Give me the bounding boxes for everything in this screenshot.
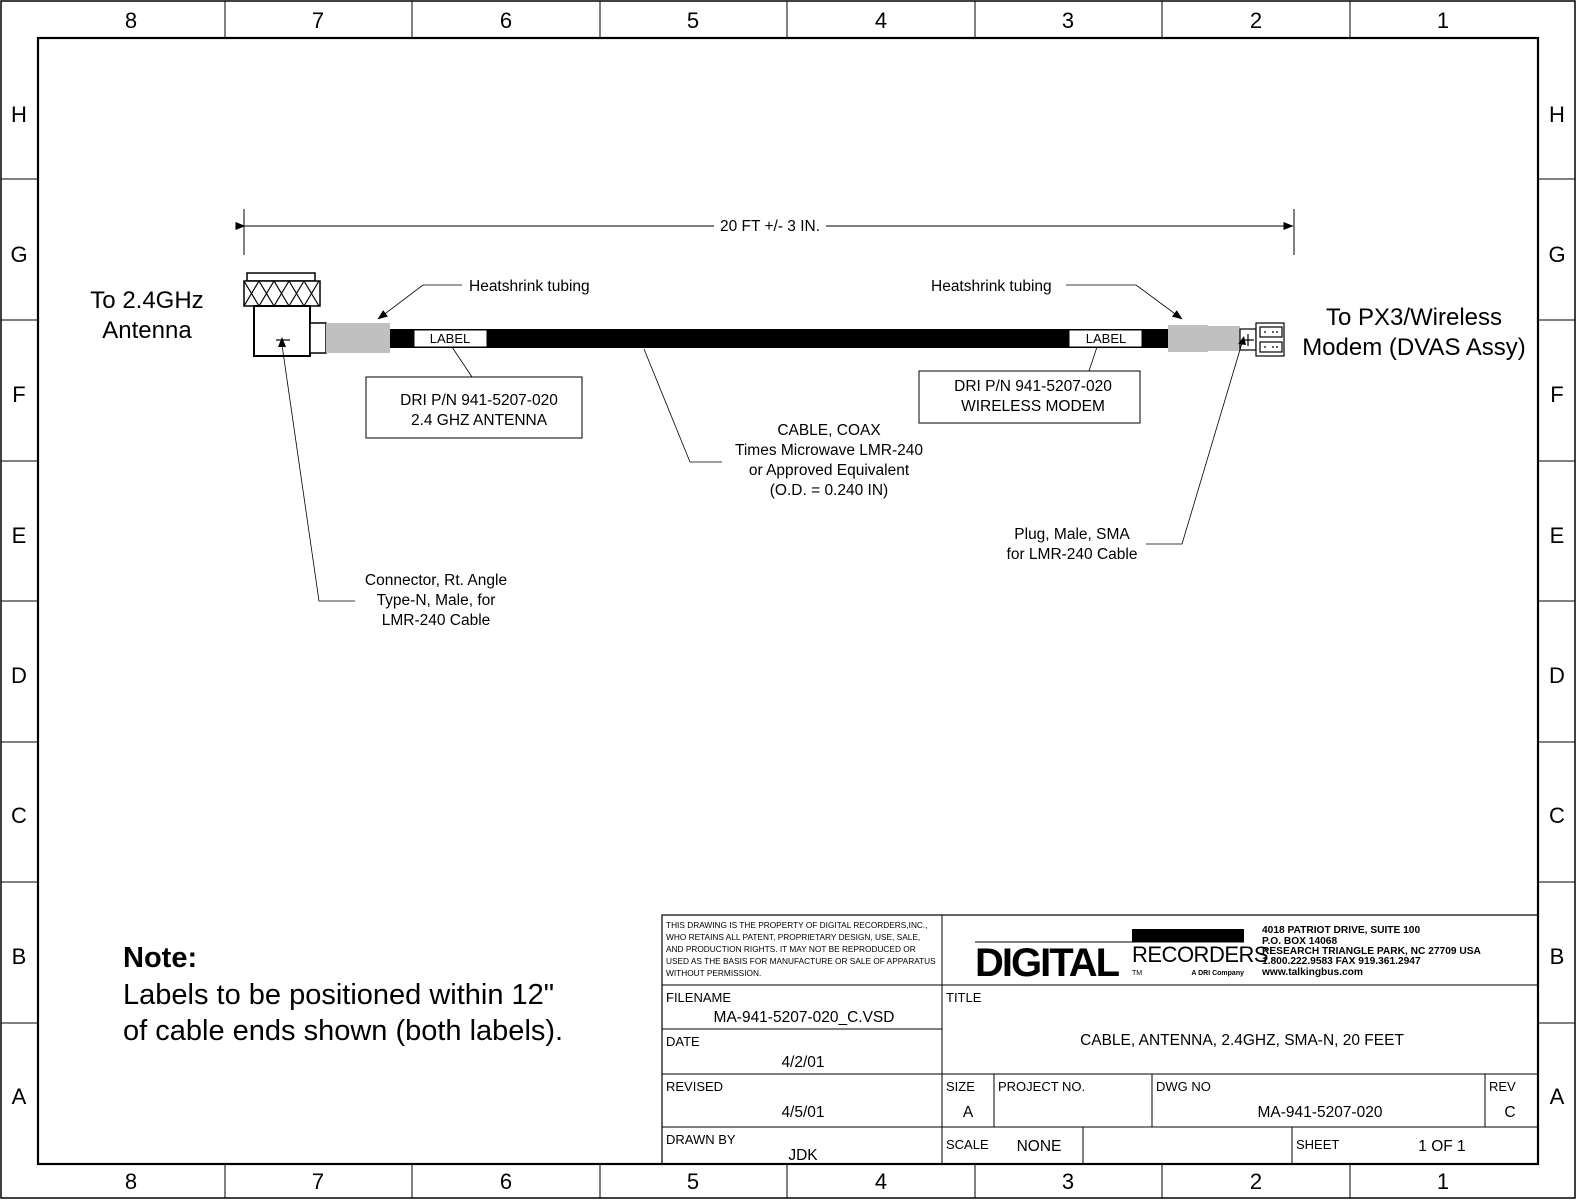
zone-col-label: 5 — [686, 8, 700, 33]
drawn-value: JDK — [788, 1147, 818, 1164]
zone-row-label: B — [11, 944, 27, 969]
sheet-label: SHEET — [1296, 1137, 1340, 1152]
cable-callout — [735, 422, 923, 499]
type-n-connector-icon — [244, 273, 326, 356]
dri-right-line2: WIRELESS MODEM — [961, 398, 1105, 415]
note — [123, 942, 563, 1047]
zone-row-label: G — [10, 242, 28, 267]
cable-callout-line3: or Approved Equivalent — [748, 462, 910, 479]
disclaimer-line: WHO RETAINS ALL PATENT, PROPRIETARY DESIGN, USE, SALE, — [666, 932, 921, 942]
title-value: CABLE, ANTENNA, 2.4GHZ, SMA-N, 20 FEET — [1080, 1032, 1404, 1049]
size-value: A — [962, 1104, 974, 1121]
zone-col-label: 8 — [124, 8, 138, 33]
size-label: SIZE — [946, 1079, 975, 1094]
note-line2: of cable ends shown (both labels). — [123, 1015, 564, 1047]
zone-row-label: H — [1549, 102, 1565, 127]
company-address — [1261, 925, 1482, 978]
cable-jacket — [390, 329, 1168, 348]
sheet-value: 1 OF 1 — [1418, 1138, 1466, 1155]
zone-row-label: E — [1549, 523, 1565, 548]
dwg-label: DWG NO — [1156, 1079, 1211, 1094]
zone-row-labels-left — [10, 102, 27, 1109]
sma-plug-icon — [1240, 323, 1284, 356]
cable-callout-line1: CABLE, COAX — [777, 422, 881, 439]
zone-col-label: 4 — [874, 1169, 888, 1194]
heatshrink-left-callout: Heatshrink tubing — [469, 278, 590, 295]
zone-col-label: 2 — [1249, 8, 1263, 33]
address-line: 4018 PATRIOT DRIVE, SUITE 100 — [1262, 925, 1421, 936]
cable-callout-line2: Times Microwave LMR-240 — [734, 442, 924, 459]
note-line1: Labels to be positioned within 12" — [123, 979, 555, 1011]
logo-tm: TM — [1132, 970, 1143, 977]
scale-value: NONE — [1016, 1138, 1062, 1155]
date-label: DATE — [666, 1034, 700, 1049]
zone-row-label: F — [1550, 382, 1564, 407]
address-line: RESEARCH TRIANGLE PARK, NC 27709 USA — [1262, 946, 1481, 957]
connector-callout-line3: LMR-240 Cable — [381, 612, 491, 629]
cable-label-right: LABEL — [1085, 331, 1127, 346]
left-end-label-line2: Antenna — [102, 317, 192, 344]
zone-row-label: A — [1549, 1084, 1565, 1109]
zone-col-label: 5 — [686, 1169, 700, 1194]
disclaimer-line: USED AS THE BASIS FOR MANUFACTURE OR SALE OF APPARATUS — [666, 956, 936, 966]
dri-left-line2: 2.4 GHZ ANTENNA — [410, 412, 548, 429]
logo-subtitle: A DRI Company — [1191, 970, 1244, 977]
cable-label-left: LABEL — [429, 331, 471, 346]
zone-col-label: 3 — [1061, 8, 1075, 33]
address-line: P.O. BOX 14068 — [1262, 936, 1338, 947]
date-value: 4/2/01 — [781, 1054, 825, 1071]
heatshrink-right — [1168, 325, 1208, 352]
heatshrink-right-callout: Heatshrink tubing — [931, 278, 1052, 295]
connector-callout-line2: Type-N, Male, for — [376, 592, 496, 609]
zone-row-label: E — [11, 523, 27, 548]
zone-col-label: 6 — [499, 1169, 513, 1194]
plug-callout-line1: Plug, Male, SMA — [1014, 526, 1130, 543]
address-line: www.talkingbus.com — [1262, 967, 1363, 978]
zone-row-label: B — [1549, 944, 1565, 969]
zone-row-label: C — [1549, 803, 1565, 828]
zone-row-label: C — [11, 803, 27, 828]
zone-row-label: G — [1548, 242, 1566, 267]
dwg-value: MA-941-5207-020 — [1257, 1104, 1383, 1121]
plug-callout-line2: for LMR-240 Cable — [1006, 546, 1138, 563]
dri-left-line1: DRI P/N 941-5207-020 — [400, 392, 558, 409]
revised-label: REVISED — [666, 1079, 724, 1094]
left-end-label-line1: To 2.4GHz — [90, 287, 204, 314]
disclaimer — [666, 920, 936, 978]
zone-row-label: A — [11, 1084, 27, 1109]
zone-col-label: 6 — [499, 8, 513, 33]
disclaimer-line: WITHOUT PERMISSION. — [666, 968, 762, 978]
zone-col-label: 3 — [1061, 1169, 1075, 1194]
zone-col-label: 1 — [1436, 8, 1450, 33]
rev-value: C — [1504, 1104, 1516, 1121]
zone-col-label: 7 — [311, 8, 325, 33]
logo-digital: DIGITAL — [975, 941, 1119, 985]
note-heading: Note: — [123, 942, 198, 974]
zone-row-label: H — [11, 102, 27, 127]
zone-row-label: D — [1549, 663, 1565, 688]
disclaimer-line: AND PRODUCTION RIGHTS. IT MAY NOT BE REPRODUCED OR — [666, 944, 916, 954]
zone-col-label: 4 — [874, 8, 888, 33]
zone-row-label: F — [12, 382, 26, 407]
zone-col-label: 2 — [1249, 1169, 1263, 1194]
right-end-label-line2: Modem (DVAS Assy) — [1302, 334, 1526, 361]
scale-label: SCALE — [946, 1137, 989, 1152]
filename-value: MA-941-5207-020_C.VSD — [713, 1009, 895, 1026]
logo-recorders: RECORDERS — [1132, 942, 1269, 967]
logo-bar — [1132, 929, 1244, 942]
rev-label: REV — [1489, 1079, 1516, 1094]
drawn-label: DRAWN BY — [666, 1132, 736, 1147]
heatshrink-right-taper — [1208, 326, 1240, 351]
zone-row-label: D — [11, 663, 27, 688]
right-end-label-line1: To PX3/Wireless — [1325, 304, 1503, 331]
zone-col-label: 7 — [311, 1169, 325, 1194]
zone-row-labels-right — [1548, 102, 1565, 1109]
company-logo — [975, 929, 1268, 985]
revised-value: 4/5/01 — [781, 1104, 825, 1121]
plug-callout — [1007, 526, 1138, 563]
heatshrink-left — [326, 323, 390, 353]
cable-callout-line4: (O.D. = 0.240 IN) — [769, 482, 889, 499]
length-dimension-label: 20 FT +/- 3 IN. — [719, 218, 821, 235]
disclaimer-line: THIS DRAWING IS THE PROPERTY OF DIGITAL RECORDERS,INC., — [666, 920, 928, 930]
connector-callout — [365, 572, 507, 629]
project-label: PROJECT NO. — [998, 1079, 1086, 1094]
filename-label: FILENAME — [666, 990, 732, 1005]
zone-col-label: 8 — [124, 1169, 138, 1194]
address-line: 1.800.222.9583 FAX 919.361.2947 — [1262, 956, 1421, 967]
zone-col-label: 1 — [1436, 1169, 1450, 1194]
dri-right-line1: DRI P/N 941-5207-020 — [954, 378, 1112, 395]
title-label: TITLE — [946, 990, 982, 1005]
connector-callout-line1: Connector, Rt. Angle — [364, 572, 508, 589]
